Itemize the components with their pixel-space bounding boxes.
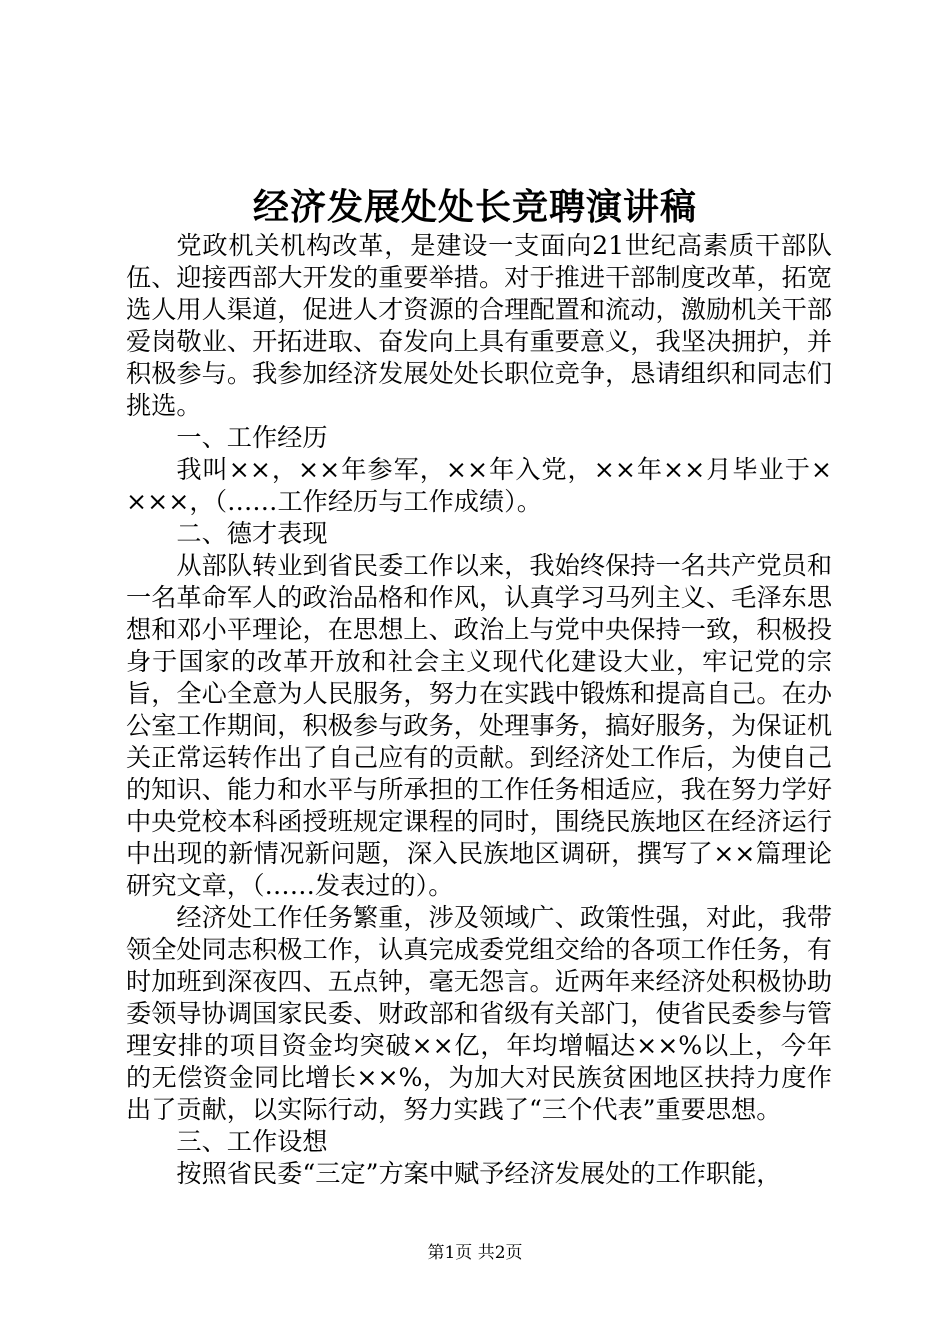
intro-paragraph: 党政机关机构改革，是建设一支面向21世纪高素质干部队伍、迎接西部大开发的重要举措。对于推进干部制度改革，拓宽选人用人渠道，促进人才资源的合理配置和流动，激励机关干部爱岗敬业、开拓进取、奋发向上具有重要意义，我坚决拥护，并积极参与。我参加经济发展处处长职位竞争，恳请组织和同志们挑选。: [126, 231, 832, 420]
section-heading-work-plan: 三、工作设想: [176, 1127, 328, 1156]
work-experience-paragraph: 我叫××，××年参军，××年入党，××年××月毕业于××××，（……工作经历与工作成绩）。: [126, 455, 832, 516]
page-footer: 第1页 共2页: [427, 1243, 523, 1263]
document-title: 经济发展处处长竞聘演讲稿: [252, 186, 697, 228]
section-heading-work-experience: 一、工作经历: [176, 423, 328, 452]
section-heading-performance: 二、德才表现: [176, 519, 328, 548]
work-plan-paragraph: 按照省民委“三定”方案中赋予经济发展处的工作职能，: [176, 1159, 782, 1188]
document-body: [126, 230, 832, 1190]
performance-paragraph-1: 从部队转业到省民委工作以来，我始终保持一名共产党员和一名革命军人的政治品格和作风，认真学习马列主义、毛泽东思想和邓小平理论，在思想上、政治上与党中央保持一致，积极投身于国家的改革开放和社会主义现代化建设大业，牢记党的宗旨，全心全意为人民服务，努力在实践中锻炼和提高自己。在办公室工作期间，积极参与政务，处理事务，搞好服务，为保证机关正常运转作出了自己应有的贡献。到经济处工作后，为使自己的知识、能力和水平与所承担的工作任务相适应，我在努力学好中央党校本科函授班规定课程的同时，围绕民族地区在经济运行中出现的新情况新问题，深入民族地区调研，撰写了××篇理论研究文章，（……发表过的）。: [126, 551, 832, 900]
performance-paragraph-2: 经济处工作任务繁重，涉及领域广、政策性强，对此，我带领全处同志积极工作，认真完成委党组交给的各项工作任务，有时加班到深夜四、五点钟，毫无怨言。近两年来经济处积极协助委领导协调国家民委、财政部和省级有关部门，使省民委参与管理安排的项目资金均突破××亿，年均增幅达××%以上，今年的无偿资金同比增长××%，为加大对民族贫困地区扶持力度作出了贡献，以实际行动，努力实践了“三个代表”重要思想。: [126, 903, 832, 1124]
